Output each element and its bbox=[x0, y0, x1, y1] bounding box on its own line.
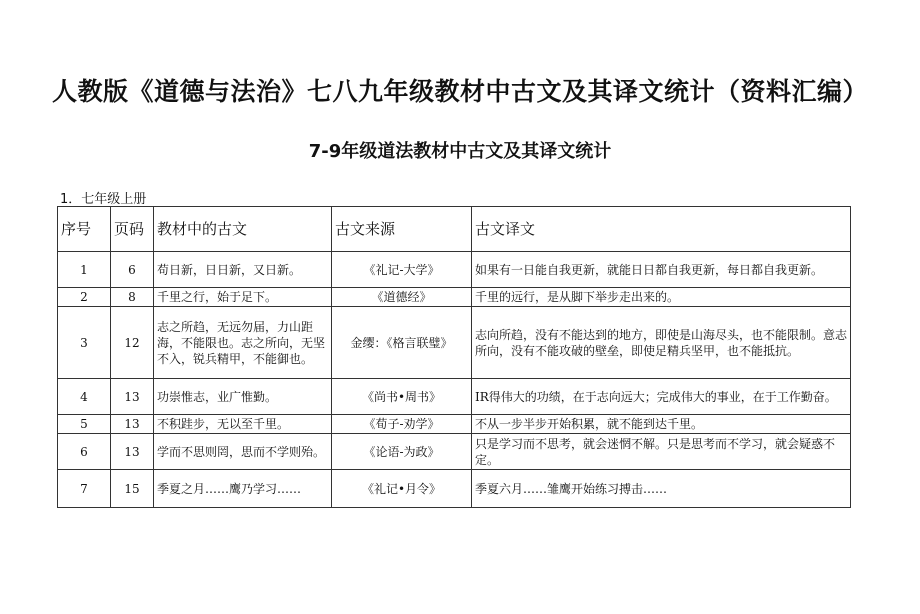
cell-text: 苟日新，日日新，又日新。 bbox=[154, 252, 332, 288]
cell-page: 12 bbox=[111, 307, 154, 379]
cell-translation: 不从一步半步开始积累，就不能到达千里。 bbox=[472, 415, 851, 434]
cell-source: 《荀子-劝学》 bbox=[332, 415, 472, 434]
cell-no: 7 bbox=[58, 470, 111, 508]
cell-translation: 只是学习而不思考，就会迷惘不解。只是思考而不学习，就会疑惑不定。 bbox=[472, 434, 851, 470]
table-row bbox=[58, 470, 851, 508]
cell-translation: 季夏六月……雏鹰开始练习搏击…… bbox=[472, 470, 851, 508]
cell-source: 金缨：《格言联璧》 bbox=[332, 307, 472, 379]
cell-no: 5 bbox=[58, 415, 111, 434]
page-subtitle: 7-9年级道法教材中古文及其译文统计 bbox=[308, 141, 612, 162]
cell-source: 《道德经》 bbox=[332, 288, 472, 307]
header-source: 古文来源 bbox=[332, 207, 472, 252]
cell-no: 2 bbox=[58, 288, 111, 307]
header-text: 教材中的古文 bbox=[154, 207, 332, 252]
cell-no: 4 bbox=[58, 379, 111, 415]
cell-page: 8 bbox=[111, 288, 154, 307]
cell-translation: 如果有一日能自我更新，就能日日都自我更新，每日都自我更新。 bbox=[472, 252, 851, 288]
section-label: 1．七年级上册 bbox=[60, 192, 147, 207]
page-title: 人教版《道德与法治》七八九年级教材中古文及其译文统计（资料汇编） bbox=[51, 77, 868, 106]
cell-text: 学而不思则罔，思而不学则殆。 bbox=[154, 434, 332, 470]
header-no: 序号 bbox=[58, 207, 111, 252]
cell-page: 13 bbox=[111, 415, 154, 434]
table-row bbox=[58, 252, 851, 288]
header-translation: 古文译文 bbox=[472, 207, 851, 252]
cell-page: 15 bbox=[111, 470, 154, 508]
cell-no: 6 bbox=[58, 434, 111, 470]
cell-translation: 志向所趋，没有不能达到的地方，即使是山海尽头，也不能限制。意志所向，没有不能攻破的壁垒，即使足精兵坚甲，也不能抵抗。 bbox=[472, 307, 851, 379]
cell-text: 功崇惟志，业广惟勤。 bbox=[154, 379, 332, 415]
cell-source: 《尚书•周书》 bbox=[332, 379, 472, 415]
cell-text: 不积跬步，无以至千里。 bbox=[154, 415, 332, 434]
table-row bbox=[58, 434, 851, 470]
cell-text: 志之所趋，无远勿届，力山距海，不能限也。志之所向，无坚不入，锐兵精甲，不能御也。 bbox=[154, 307, 332, 379]
table-row bbox=[58, 415, 851, 434]
cell-source: 《礼记-大学》 bbox=[332, 252, 472, 288]
header-page: 页码 bbox=[111, 207, 154, 252]
cell-page: 13 bbox=[111, 434, 154, 470]
cell-page: 13 bbox=[111, 379, 154, 415]
cell-text: 千里之行，始于足下。 bbox=[154, 288, 332, 307]
table-header-row bbox=[58, 207, 851, 252]
cell-translation: 千里的远行，是从脚下举步走出来的。 bbox=[472, 288, 851, 307]
classical-text-table bbox=[57, 206, 851, 508]
cell-no: 3 bbox=[58, 307, 111, 379]
cell-source: 《论语-为政》 bbox=[332, 434, 472, 470]
cell-source: 《礼记•月令》 bbox=[332, 470, 472, 508]
cell-no: 1 bbox=[58, 252, 111, 288]
table-row bbox=[58, 307, 851, 379]
cell-page: 6 bbox=[111, 252, 154, 288]
table-row bbox=[58, 379, 851, 415]
cell-translation: IR得伟大的功绩，在于志向远大；完成伟大的事业，在于工作勤奋。 bbox=[472, 379, 851, 415]
cell-text: 季夏之月……鹰乃学习…… bbox=[154, 470, 332, 508]
table-row bbox=[58, 288, 851, 307]
